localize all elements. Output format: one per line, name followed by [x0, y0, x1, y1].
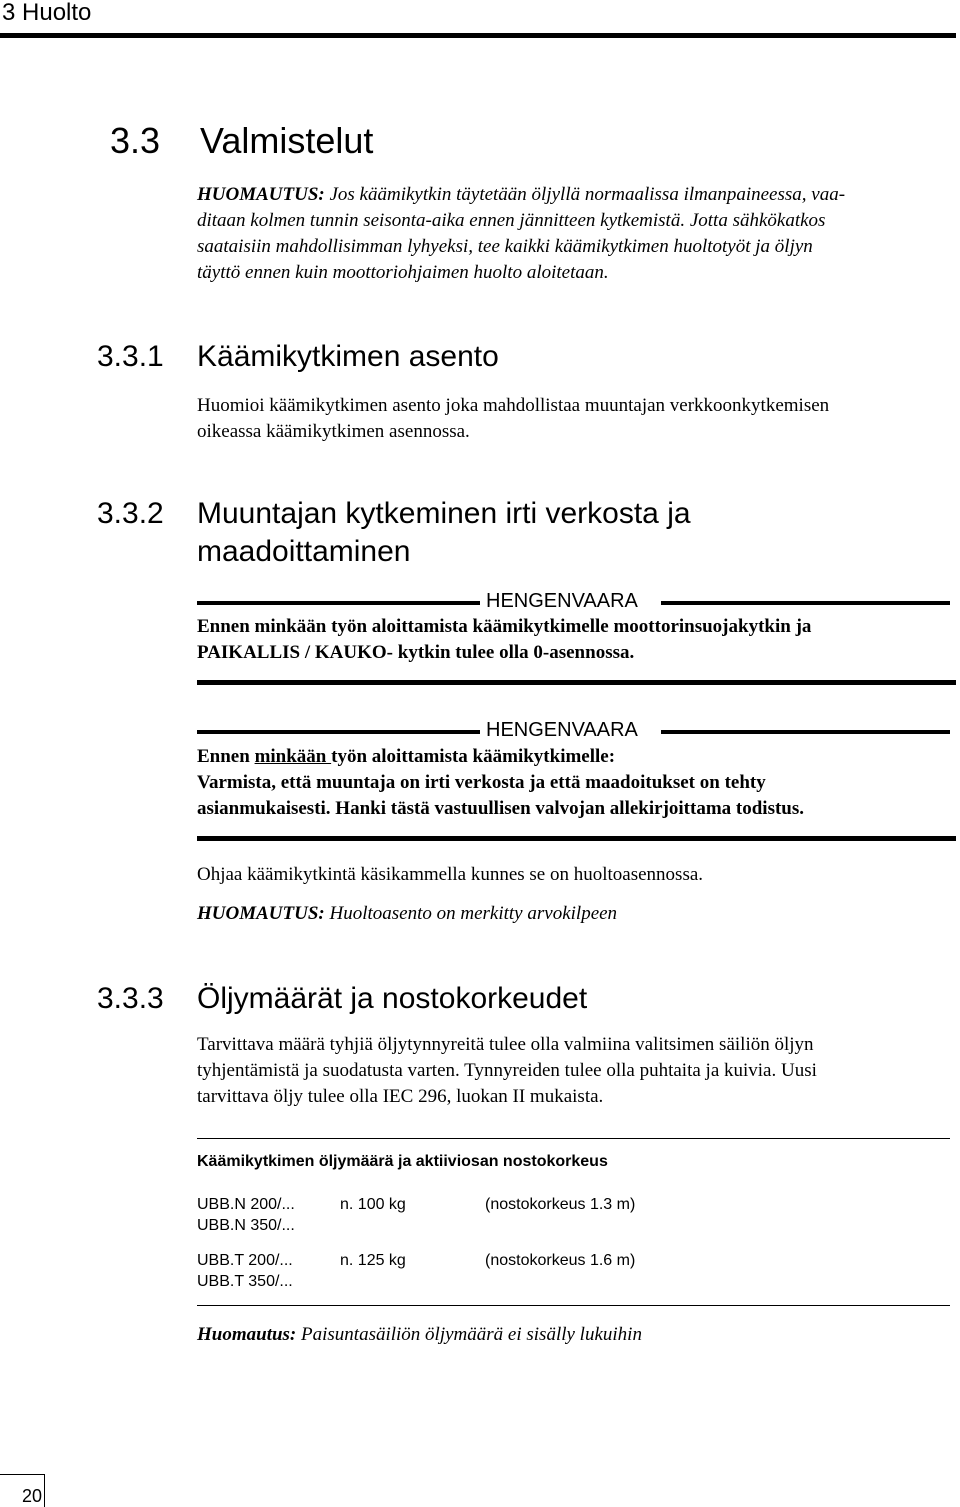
subsection-heading-333: [97, 981, 897, 1017]
table-title: Käämikytkimen öljymäärä ja aktiiviosan nostokorkeus: [197, 1153, 608, 1170]
page-number: 20: [22, 1486, 43, 1506]
note-text: Huoltoasento on merkitty arvokilpeen: [324, 903, 618, 924]
paragraph-line: Tarvittava määrä tyhjiä öljytynnyreitä tulee olla valmiina valitsimen säiliön öljyn: [197, 1034, 814, 1055]
section-heading: [110, 121, 610, 161]
note-oil-amount: [197, 1322, 642, 1348]
paragraph-line: tyhjentämistä ja suodatusta varten. Tynnyreiden tulee olla puhtaita ja kuivia. Uusi: [197, 1060, 817, 1081]
note-line: saataisiin mahdollisimman lyhyeksi, tee kaikki käämikytkimen huoltotyöt ja öljyn: [197, 236, 813, 257]
note-label: Huomautus:: [197, 1324, 297, 1345]
table-cell-model: UBB.N 350/...: [197, 1217, 295, 1234]
warning-label: HENGENVAARA: [486, 719, 638, 741]
table-bottom-rule: [197, 1305, 950, 1306]
warning-line: Ennen minkään työn aloittamista käämikytkimelle moottorinsuojakytkin ja: [197, 616, 812, 637]
warning-line: PAIKALLIS / KAUKO- kytkin tulee olla 0-asennossa.: [197, 642, 635, 663]
warning-text-part: Ennen: [197, 746, 255, 767]
warning-rule-left: [197, 730, 480, 734]
paragraph-hand-crank: Ohjaa käämikytkintä käsikammella kunnes se on huoltoasennossa.: [197, 864, 704, 885]
warning-line: asianmukaisesti. Hanki tästä vastuullisen valvojan allekirjoittama todistus.: [197, 798, 805, 819]
subsection-number: 3.3.1: [97, 340, 164, 373]
warning-bottom-rule: [197, 836, 956, 841]
table-cell-height: (nostokorkeus 1.6 m): [485, 1252, 636, 1269]
note-label: HUOMAUTUS:: [197, 184, 325, 205]
paragraph-line: Huomioi käämikytkimen asento joka mahdollistaa muuntajan verkkoonkytkemisen: [197, 395, 830, 416]
note-label: HUOMAUTUS:: [197, 903, 325, 924]
warning-text: [197, 614, 811, 666]
warning-rule-right: [661, 730, 950, 734]
note-line: Jos käämikytkin täytetään öljyllä normaalissa ilmanpaineessa, vaa-: [324, 184, 846, 205]
subsection-number: 3.3.2: [97, 497, 164, 530]
note-service-position: [197, 901, 617, 927]
paragraph-331: [197, 393, 829, 445]
subsection-heading-331: [97, 339, 797, 375]
table-cell-model: UBB.T 350/...: [197, 1273, 293, 1290]
table-cell-height: (nostokorkeus 1.3 m): [485, 1196, 636, 1213]
header-rule: [0, 33, 956, 38]
warning-label: HENGENVAARA: [486, 590, 638, 612]
warning-text: [197, 744, 804, 822]
note-text: Paisuntasäiliön öljymäärä ei sisälly lukuihin: [296, 1324, 642, 1345]
paragraph-333: [197, 1032, 817, 1110]
subsection-number: 3.3.3: [97, 982, 164, 1015]
paragraph-line: oikeassa käämikytkimen asennossa.: [197, 421, 470, 442]
subsection-title: Öljymäärät ja nostokorkeudet: [197, 982, 588, 1015]
paragraph-line: tarvittava öljy tulee olla IEC 296, luokan II mukaista.: [197, 1086, 604, 1107]
note-line: ditaan kolmen tunnin seisonta-aika ennen jännitteen kytkemistä. Jotta sähkökatkos: [197, 210, 826, 231]
subsection-title: Käämikytkimen asento: [197, 340, 499, 373]
section-number: 3.3: [110, 120, 161, 161]
subsection-heading-332: [97, 496, 897, 576]
warning-line: Varmista, että muuntaja on irti verkosta ja että maadoitukset on tehty: [197, 772, 766, 793]
table-cell-amount: n. 100 kg: [340, 1196, 406, 1213]
warning-bottom-rule: [197, 680, 956, 685]
running-head: 3 Huolto: [2, 0, 92, 26]
table-cell-model: UBB.T 200/...: [197, 1252, 293, 1269]
warning-text-part: työn aloittamista käämikytkimelle:: [331, 746, 616, 767]
note-prepare: [197, 182, 845, 286]
table-cell-amount: n. 125 kg: [340, 1252, 406, 1269]
section-title: Valmistelut: [200, 120, 374, 161]
warning-text-underlined: minkään: [254, 746, 332, 767]
warning-rule-right: [661, 601, 950, 605]
table-top-rule: [197, 1138, 950, 1139]
note-line: täyttö ennen kuin moottoriohjaimen huolto aloitetaan.: [197, 262, 609, 283]
subsection-title-cont: maadoittaminen: [197, 535, 411, 568]
table-cell-model: UBB.N 200/...: [197, 1196, 295, 1213]
subsection-title: Muuntajan kytkeminen irti verkosta ja: [197, 497, 691, 530]
warning-rule-left: [197, 601, 480, 605]
